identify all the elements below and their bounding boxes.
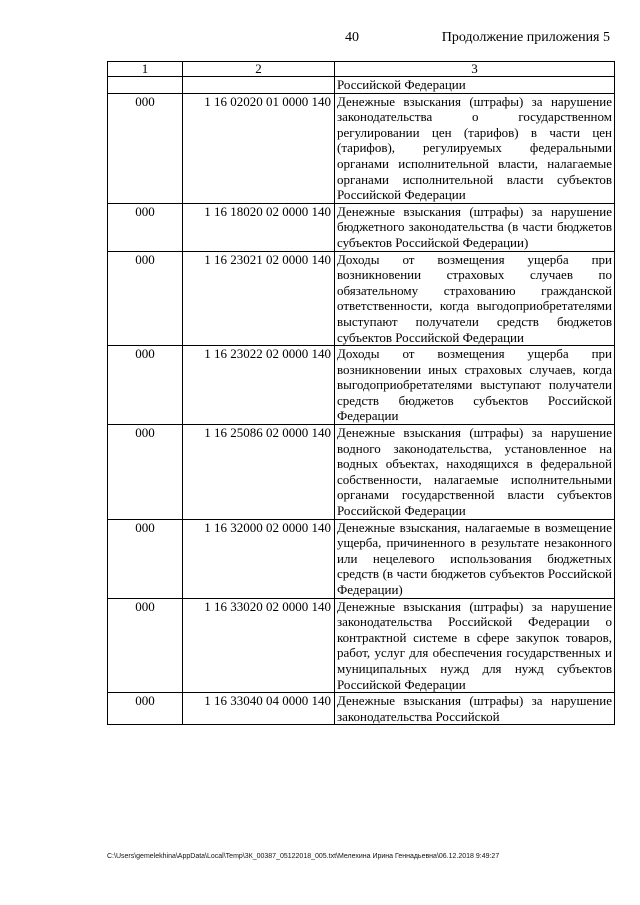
description-cell: Денежные взыскания (штрафы) за нарушение законодательства Российской: [335, 693, 615, 725]
table-row: [108, 693, 615, 725]
description-cell: Денежные взыскания (штрафы) за нарушение бюджетного законодательства (в части бюджетов субъектов Российской Федерации): [335, 203, 615, 251]
column-header: 3: [335, 62, 615, 77]
continuation-label: Продолжение приложения 5: [441, 30, 610, 45]
table-row: [108, 519, 615, 598]
budget-code-cell: 1 16 25086 02 0000 140: [183, 425, 335, 520]
row-code-cell: 000: [108, 598, 183, 693]
row-code-cell: 000: [108, 203, 183, 251]
budget-code-cell: 1 16 23022 02 0000 140: [183, 346, 335, 425]
row-code-cell: 000: [108, 425, 183, 520]
row-code-cell: 000: [108, 519, 183, 598]
row-code-cell: 000: [108, 93, 183, 203]
revenue-codes-table: [107, 61, 615, 725]
column-header: 2: [183, 62, 335, 77]
description-cell: Денежные взыскания (штрафы) за нарушение водного законодательства, установленное на водных объектах, находящихся в федеральной собственности, налагаемые исполнительными органами государственной власти субъектов Российской Федерации: [335, 425, 615, 520]
table-row: [108, 346, 615, 425]
row-code-cell: 000: [108, 251, 183, 346]
page-header: [0, 30, 640, 50]
table-row: [108, 425, 615, 520]
description-cell: Доходы от возмещения ущерба при возникновении иных страховых случаев, когда выгодоприобретателями выступают получатели средств бюджетов субъектов Российской Федерации: [335, 346, 615, 425]
description-cell: Денежные взыскания (штрафы) за нарушение законодательства о государственном регулировании цен (тарифов) в части цен (тарифов), регулируемых федеральными органами исполнительной власти, налагаемые органами исполнительной власти субъектов Российской Федерации: [335, 93, 615, 203]
budget-code-cell: 1 16 02020 01 0000 140: [183, 93, 335, 203]
description-cell: Денежные взыскания, налагаемые в возмещение ущерба, причиненного в результате незаконного или нецелевого использования бюджетных средств (в части бюджетов субъектов Российской Федерации): [335, 519, 615, 598]
row-code-cell: 000: [108, 693, 183, 725]
file-path-footer: C:\Users\gemelekhina\AppData\Local\Temp\3К_00387_05122018_005.txt\Мелехина Ирина Геннадьевна\06.12.2018 9:49:27: [107, 853, 500, 860]
budget-code-cell: 1 16 18020 02 0000 140: [183, 203, 335, 251]
table-row: [108, 203, 615, 251]
table-header-row: [108, 62, 615, 77]
budget-code-cell: 1 16 33020 02 0000 140: [183, 598, 335, 693]
budget-code-cell: 1 16 33040 04 0000 140: [183, 693, 335, 725]
table-row: [108, 598, 615, 693]
description-cell: Доходы от возмещения ущерба при возникновении страховых случаев по обязательному страхованию гражданской ответственности, когда выгодоприобретателями выступают получатели средств бюджетов субъектов Российской Федерации: [335, 251, 615, 346]
continued-text: Российской Федерации: [335, 77, 615, 94]
description-cell: Денежные взыскания (штрафы) за нарушение законодательства Российской Федерации о контрактной системе в сфере закупок товаров, работ, услуг для обеспечения государственных и муниципальных нужд для нужд субъектов Российской Федерации: [335, 598, 615, 693]
budget-code-cell: 1 16 32000 02 0000 140: [183, 519, 335, 598]
table-row: [108, 93, 615, 203]
column-header: 1: [108, 62, 183, 77]
page-number: 40: [345, 30, 359, 45]
table-row: [108, 251, 615, 346]
row-code-cell: 000: [108, 346, 183, 425]
budget-code-cell: 1 16 23021 02 0000 140: [183, 251, 335, 346]
table-row-continuation: [108, 77, 615, 94]
